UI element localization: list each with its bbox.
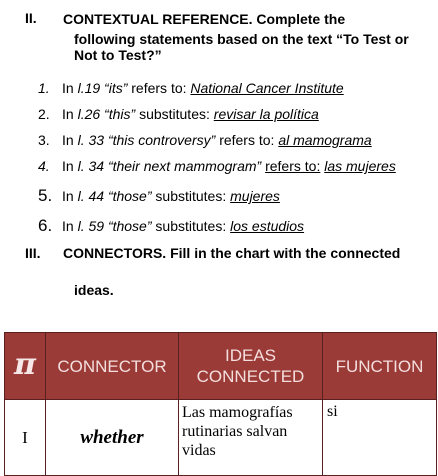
item-quote: “their next mammogram” <box>107 158 262 174</box>
item-answer: revisar la política <box>213 106 319 122</box>
list-item <box>38 132 372 148</box>
item-prefix: In <box>62 80 74 96</box>
header-ideas-line1: IDEAS <box>224 346 277 365</box>
header-pi-cell <box>5 333 46 400</box>
item-quote: “this controversy” <box>107 132 216 148</box>
item-verb: refers to: <box>265 158 321 174</box>
section-2-numeral: II. <box>25 10 37 26</box>
item-line-ref: l. 34 <box>77 158 105 174</box>
row-number: I <box>5 400 46 476</box>
item-quote: “this” <box>104 106 136 122</box>
item-number: 4. <box>38 158 50 174</box>
section-2-title-line3: Not to Test?” <box>74 47 162 63</box>
item-prefix: In <box>62 158 74 174</box>
item-answer: al mamograma <box>278 132 372 148</box>
connectors-table <box>4 332 437 476</box>
row-ideas-connected: Las mamografías rutinarias salvan vidas <box>179 400 323 476</box>
item-number: 2. <box>38 106 50 122</box>
list-item <box>38 158 396 174</box>
item-quote: “its” <box>104 80 128 96</box>
row-connector: whether <box>46 400 179 476</box>
list-item <box>38 80 344 96</box>
item-number: 5. <box>38 186 53 205</box>
item-answer: las mujeres <box>324 158 396 174</box>
item-line-ref: l. 44 <box>77 188 105 204</box>
item-prefix: In <box>62 106 74 122</box>
section-2-title-line1: CONTEXTUAL REFERENCE. Complete the <box>63 11 346 27</box>
pi-symbol-icon: π <box>14 346 36 382</box>
section-3-title-line2: ideas. <box>74 282 114 298</box>
item-line-ref: l.26 <box>77 106 101 122</box>
item-prefix: In <box>62 188 74 204</box>
section-3-numeral: III. <box>25 245 41 261</box>
item-verb: substitutes: <box>155 188 227 204</box>
item-quote: “those” <box>107 188 152 204</box>
item-prefix: In <box>62 218 74 234</box>
header-ideas-line2: CONNECTED <box>196 367 305 386</box>
item-verb: substitutes: <box>155 218 227 234</box>
item-verb: refers to: <box>131 80 187 96</box>
section-3-title-line1: CONNECTORS. Fill in the chart with the connected <box>63 245 401 261</box>
item-line-ref: l. 59 <box>77 218 105 234</box>
header-connector: CONNECTOR <box>46 333 179 400</box>
row-function: si <box>323 400 437 476</box>
list-item <box>38 106 319 122</box>
item-line-ref: l.19 <box>77 80 101 96</box>
item-verb: refers to: <box>219 132 275 148</box>
item-answer: mujeres <box>230 188 280 204</box>
item-prefix: In <box>62 132 74 148</box>
item-answer: los estudios <box>230 218 305 234</box>
item-answer: National Cancer Institute <box>190 80 344 96</box>
item-verb: substitutes: <box>139 106 210 122</box>
item-number: 3. <box>38 132 50 148</box>
table-header-row <box>5 333 437 400</box>
item-line-ref: l. 33 <box>77 132 105 148</box>
section-2-title-line2: following statements based on the text “To Test or <box>74 31 409 47</box>
header-ideas-connected <box>179 333 323 400</box>
item-quote: “those” <box>107 218 152 234</box>
item-number: 1. <box>38 80 50 96</box>
list-item <box>38 216 304 236</box>
table-row <box>5 400 437 476</box>
item-number: 6. <box>38 216 53 235</box>
list-item <box>38 186 280 206</box>
header-function: FUNCTION <box>323 333 437 400</box>
